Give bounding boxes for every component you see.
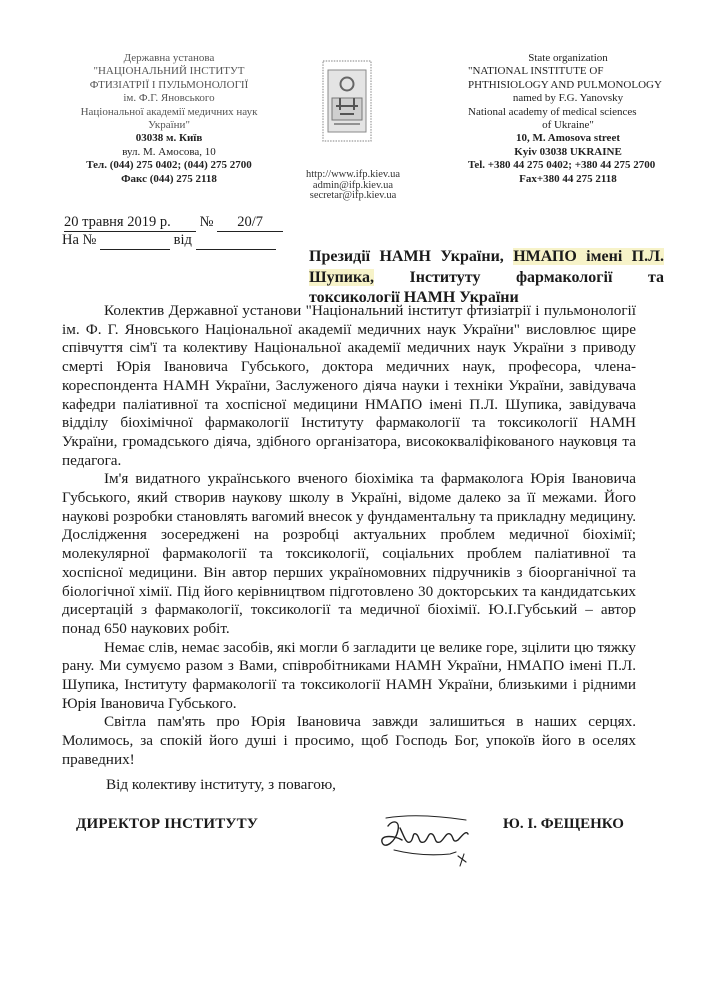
outgoing-reference bbox=[64, 214, 283, 232]
institute-logo bbox=[322, 60, 372, 142]
addressee-nmapo: НМАПО імені П.Л. Шупика, bbox=[309, 248, 665, 286]
org-name-ua-4: Національної академії медичних наук bbox=[80, 105, 258, 118]
org-name-en-4: National academy of medical sciences bbox=[468, 105, 637, 118]
letter-body bbox=[62, 302, 636, 770]
addressee-block bbox=[309, 247, 664, 309]
org-name-en-3: named by F.G. Yanovsky bbox=[512, 92, 624, 105]
body-paragraph: Колектив Державної установи "Національний інститут фтизіатрії і пульмонології ім. Ф. Г. Яновського Національної академії медичних наук України" висловлює щире співчуття сім'ї та колективу Національної академії медичних наук України з приводу смерті Юрія Івановича Губського, доктора медичних наук, професора, члена-кореспондента НАМН України, Заслуженого діяча науки і техніки України, завідувача кафедри паліативної та хоспісної медицини НМАПО імені П.Л. Шупика, завідувача відділу біохімічної фармакології Інституту фармакології та токсикології НАМН України, громадського діяча, здібного організатора, висококваліфікованого науковця та педагога. bbox=[62, 302, 636, 469]
org-name-en-1: "NATIONAL INSTITUTE OF bbox=[468, 65, 604, 78]
signer-name: Ю. І. ФЕЩЕНКО bbox=[503, 816, 624, 832]
org-name-ua-2: ФТИЗІАТРІЇ І ПУЛЬМОНОЛОГІЇ bbox=[89, 78, 249, 91]
phone-ua: Тел. (044) 275 0402; (044) 275 2700 bbox=[86, 159, 252, 172]
org-type-en: State organization bbox=[528, 52, 608, 64]
body-paragraph: Ім'я видатного українського вченого біохіміка та фармаколога Юрія Івановича Губського, який створив наукову школу в Україні, відоме далеко за її межами. Його наукові розробки становлять вагомий внесок у фундаментальну та прикладну медицину. Дослідження зосереджені на розробці актуальних проблем медичної біохімії; молекулярної фармакології та токсикології, соціальних проблем паліативної та хоспісної медицини. Він автор перших україномовних підручників з біоорганічної та біологічної хімії. Під його керівництвом підготовлено 30 докторських та кандидатських дисертацій з фармакології, токсикології та медичної біохімії. Ю.І.Губський – автор понад 650 наукових робіт. bbox=[62, 470, 636, 637]
reply-date-blank bbox=[196, 232, 276, 250]
letter-number: 20/7 bbox=[217, 214, 283, 232]
street-address-ua: вул. М. Амосова, 10 bbox=[122, 145, 216, 158]
phone-en: Tel. +380 44 275 0402; +380 44 275 2700 bbox=[468, 159, 656, 172]
fax-en: Fax+380 44 275 2118 bbox=[519, 172, 617, 185]
addressee-institute: Інституту фармакології та токсикології НАМН України bbox=[309, 268, 664, 306]
addressee-presidium: Президії НАМН України, bbox=[309, 248, 504, 265]
org-name-ua-3: ім. Ф.Г. Яновського bbox=[123, 92, 215, 105]
letterhead-ukrainian bbox=[64, 52, 274, 186]
closing-line: Від колективу інституту, з повагою, bbox=[106, 776, 336, 793]
secretary-email-link[interactable]: secretar@ifp.kiev.ua bbox=[309, 190, 397, 201]
website-link[interactable]: http://www.ifp.kiev.ua bbox=[306, 169, 400, 180]
fax-ua: Факс (044) 275 2118 bbox=[121, 172, 217, 185]
reply-number-blank bbox=[100, 232, 170, 250]
org-type-ua: Державна установа bbox=[123, 52, 215, 64]
signer-title: ДИРЕКТОР ІНСТИТУТУ bbox=[76, 816, 259, 832]
org-name-en-2: PHTHISIOLOGY AND PULMONOLOGY bbox=[468, 78, 662, 91]
web-contacts bbox=[298, 170, 408, 202]
letter-date: 20 травня 2019 р. bbox=[64, 214, 196, 232]
org-name-en-5: of Ukraine" bbox=[542, 119, 594, 132]
org-name-ua-1: "НАЦІОНАЛЬНИЙ ІНСТИТУТ bbox=[93, 65, 245, 78]
city-country-en: Kyiv 03038 UKRAINE bbox=[514, 145, 622, 158]
street-address-en: 10, M. Amosova street bbox=[516, 132, 620, 145]
incoming-reference bbox=[62, 232, 276, 250]
number-label: № bbox=[199, 214, 214, 230]
letterhead-english bbox=[468, 52, 668, 186]
reply-from-label: від bbox=[173, 232, 192, 248]
postal-code-city-ua: 03038 м. Київ bbox=[135, 132, 203, 145]
reply-number-label: На № bbox=[62, 232, 97, 248]
body-paragraph: Немає слів, немає засобів, які могли б загладити це велике горе, зцілити цю тяжку рану. Ми сумуємо разом з Вами, співробітниками НАМН України, НМАПО імені П.Л. Шупика, Інституту фармакології та токсикології НАМН України, близькими і рідними Юрія Івановича Губського. bbox=[62, 638, 636, 712]
org-name-ua-5: України" bbox=[148, 119, 190, 132]
body-paragraph: Світла пам'ять про Юрія Івановича завжди залишиться в наших серцях. Молимось, за спокій його душі і просимо, щоб Господь Бог, упокоїв його в оселях праведних! bbox=[62, 713, 636, 768]
handwritten-signature bbox=[370, 806, 485, 876]
admin-email-link[interactable]: admin@ifp.kiev.ua bbox=[312, 179, 394, 191]
